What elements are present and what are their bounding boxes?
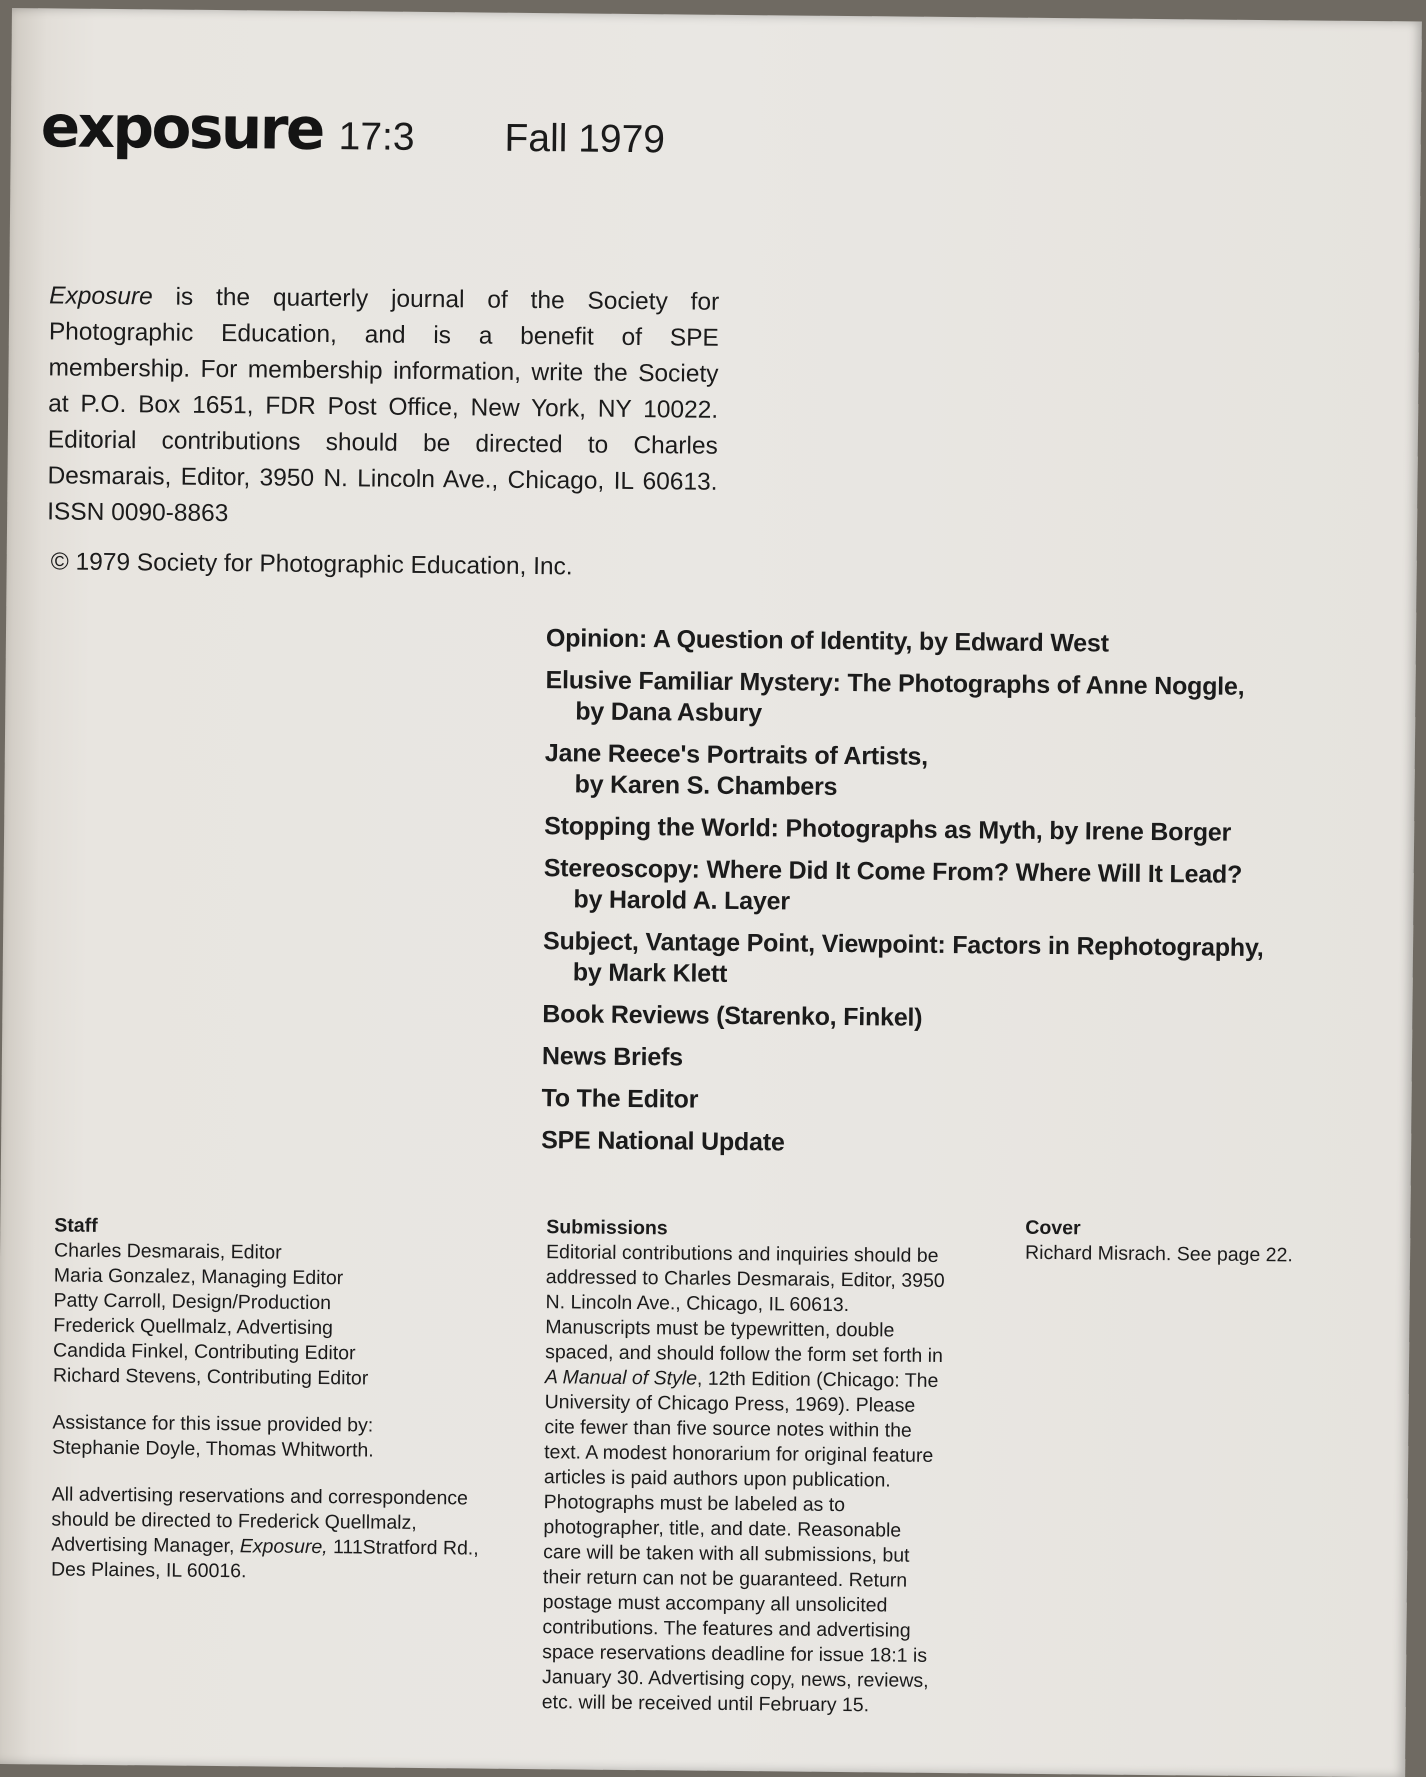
submissions-heading: Submissions (546, 1216, 668, 1240)
cover-credit: Richard Misrach. See page 22. (1024, 1241, 1293, 1267)
submissions-text-end: , 12th Edition (Chicago: The University of Chicago Press, 1969). Please cite fewer than five source notes within the text. A modest honorarium for original feature articles is paid authors upon publication. Photographs must be labeled as to photographer, title, and date. Reasonable care will be taken with all submissions, but their return can not be guaranteed. Return postage must accompany all unsolicited contributions. The features and advertising space reservations deadline for issue 18:1 is January 30. Advertising copy, news, reviews, etc. will be received until February 15. (541, 1367, 939, 1717)
toc-title: Stopping the World: Photographs as Myth, by Irene Borger (544, 812, 1232, 847)
toc-item (542, 999, 1402, 1038)
submissions-text-start: Editorial contributions and inquiries should be addressed to Charles Desmarais, Editor, 3950 N. Lincoln Ave., Chicago, IL 60613. Manuscripts must be typewritten, double spaced, and should follow the form set forth in (545, 1241, 945, 1367)
toc-item (544, 811, 1404, 850)
advertising-text-start: All advertising reservations and correspondence should be directed to Frederick Quellmalz, Advertising Manager, (51, 1483, 469, 1558)
staff-member: Candida Finkel, Contributing Editor (53, 1339, 356, 1365)
toc-item (542, 1041, 1402, 1080)
staff-member: Patty Carroll, Design/Production (53, 1289, 332, 1315)
staff-member: Richard Stevens, Contributing Editor (52, 1364, 369, 1390)
toc-byline: by Mark Klett (572, 958, 728, 988)
toc-title: News Briefs (541, 1042, 684, 1072)
toc-item (544, 738, 1405, 808)
cover-column (1025, 1216, 1385, 1269)
toc-title: SPE National Update (541, 1126, 785, 1157)
masthead (41, 92, 666, 166)
toc-byline: by Harold A. Layer (573, 885, 790, 916)
journal-page (0, 8, 1422, 1777)
issue-number: 17:3 (338, 115, 415, 159)
toc-item (543, 853, 1404, 923)
toc-title: To The Editor (541, 1084, 699, 1114)
toc-item (541, 1083, 1401, 1122)
advertising-note (51, 1482, 492, 1586)
toc-title: Jane Reece's Portraits of Artists, (544, 739, 929, 771)
toc-item (541, 1125, 1401, 1164)
staff-list (53, 1238, 494, 1392)
toc-item (545, 665, 1406, 735)
toc-title: Subject, Vantage Point, Viewpoint: Factors in Rephotography, (542, 927, 1264, 963)
toc-item (546, 623, 1406, 662)
staff-member: Charles Desmarais, Editor (53, 1239, 282, 1264)
toc-title: Elusive Familiar Mystery: The Photographs of Anne Noggle, (545, 666, 1245, 701)
cover-heading: Cover (1025, 1216, 1081, 1240)
toc-title: Opinion: A Question of Identity, by Edward West (545, 624, 1109, 658)
toc-title: Book Reviews (Starenko, Finkel) (542, 1000, 923, 1032)
assistance-label: Assistance for this issue provided by: (52, 1411, 374, 1437)
intro-text: is the quarterly journal of the Society for Photographic Education, and is a benefit of SPE membership. For membership information, write the Society at P.O. Box 1651, FDR Post Office, New York, NY 10022. Editorial contributions should be directed to Charles Desmarais, Editor, 3950 N. Lincoln Ave., Chicago, IL 60613. ISSN 0090-8863 (47, 282, 720, 527)
staff-heading: Staff (54, 1214, 98, 1237)
intro-journal-name: Exposure (49, 281, 153, 310)
staff-member: Frederick Quellmalz, Advertising (53, 1314, 334, 1340)
style-manual-title: A Manual of Style (544, 1366, 698, 1390)
intro-paragraph (47, 278, 719, 536)
toc-byline: by Karen S. Chambers (574, 770, 838, 801)
submissions-column (542, 1215, 947, 1719)
advertising-journal-name: Exposure, (239, 1535, 328, 1559)
toc-item (543, 926, 1404, 996)
assistance-note (52, 1410, 492, 1464)
staff-column (51, 1213, 495, 1586)
table-of-contents (541, 623, 1406, 1175)
toc-byline: by Dana Asbury (575, 697, 763, 728)
submissions-text (542, 1240, 947, 1719)
journal-logo: exposure (40, 92, 324, 163)
copyright-notice: © 1979 Society for Photographic Education, Inc. (50, 548, 573, 581)
toc-title: Stereoscopy: Where Did It Come From? Where Will It Lead? (543, 854, 1243, 889)
staff-member: Maria Gonzalez, Managing Editor (53, 1264, 344, 1290)
advertising-text-end: 111Stratford Rd., Des Plaines, IL 60016. (50, 1536, 479, 1583)
assistance-names: Stephanie Doyle, Thomas Whitworth. (52, 1436, 374, 1462)
issue-season: Fall 1979 (504, 116, 666, 162)
